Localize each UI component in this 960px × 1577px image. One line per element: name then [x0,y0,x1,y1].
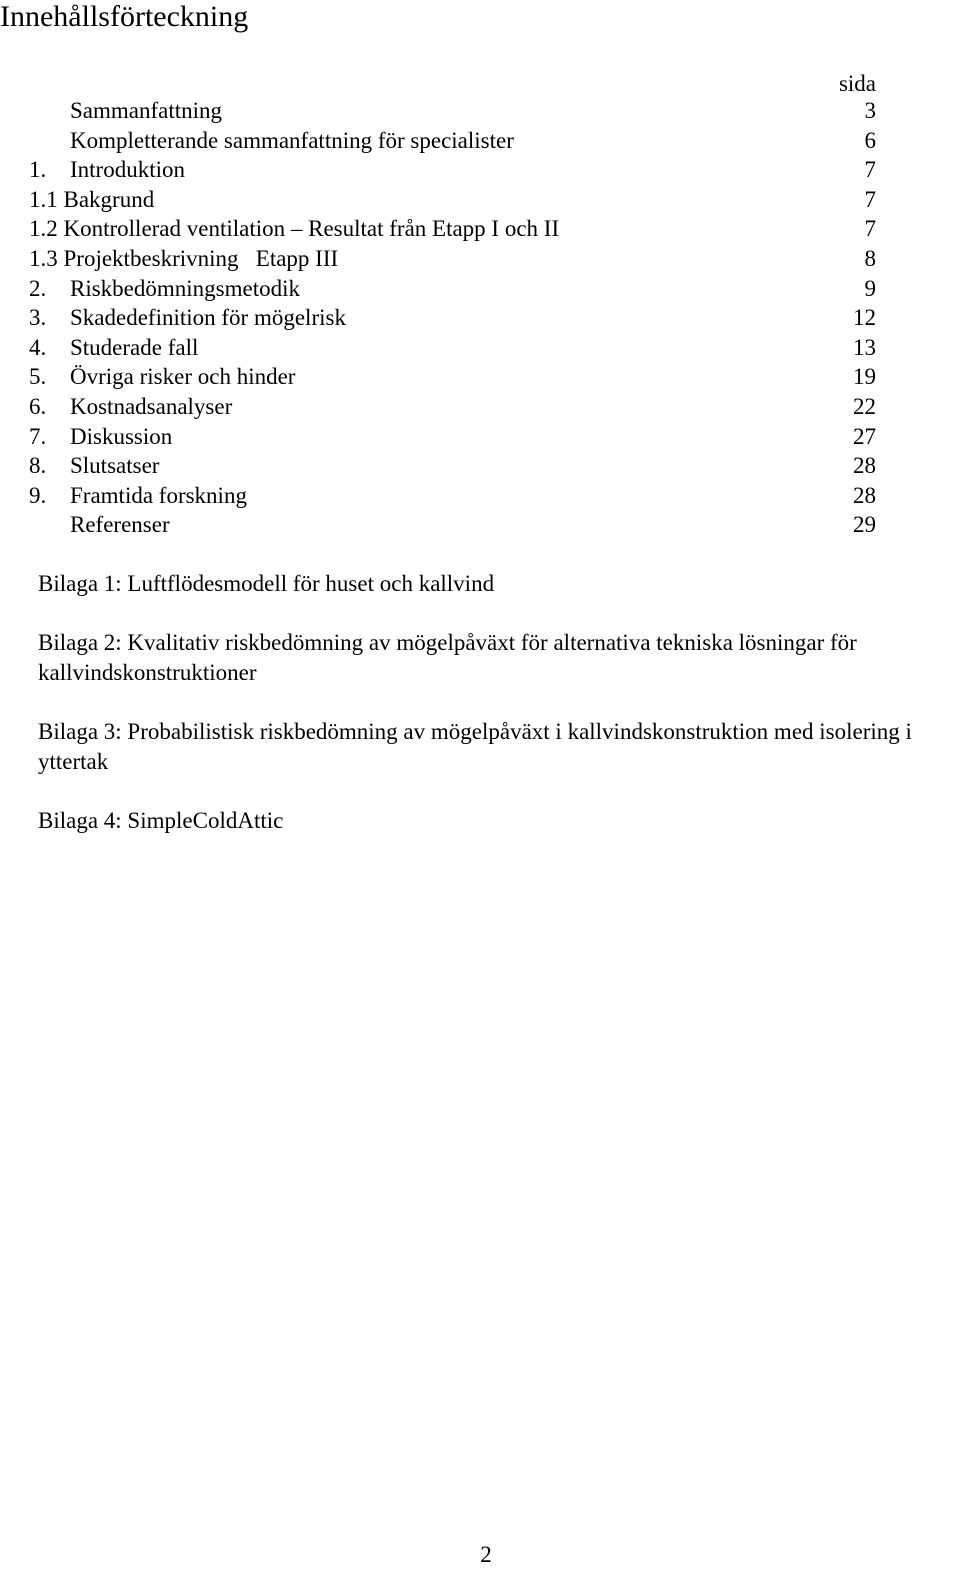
toc-entry-number: 6. [29,393,47,419]
toc-entry-referenser[interactable] [0,510,960,540]
toc-entry-diskussion[interactable] [0,422,960,452]
appendix-4[interactable]: Bilaga 4: SimpleColdAttic [38,808,284,833]
page-number: 2 [480,1542,492,1567]
toc-entry-number: 9. [29,482,47,508]
toc-entry-label: 1.3 Projektbeskrivning Etapp III [29,245,339,271]
toc-entry-page: 6 [864,127,876,153]
toc-entry-page: 12 [853,305,876,331]
appendix-2[interactable]: Bilaga 2: Kvalitativ riskbedömning av mögelpåväxt för alternativa tekniska lösningar för kallvindskonstruktioner [38,630,857,685]
toc-entry-label: Studerade fall [70,334,199,360]
page-title: Innehållsförteckning [0,0,249,33]
toc-entry-slutsatser[interactable] [0,451,960,481]
toc-entry-projektbeskrivning[interactable] [0,244,960,274]
toc-entry-number: 8. [29,453,47,479]
toc-entry-label: Kompletterande sammanfattning för specialister [70,127,514,153]
toc-entry-label: 1.2 Kontrollerad ventilation – Resultat från Etapp I och II [29,216,560,242]
toc-entry-page: 8 [864,245,876,271]
toc-entry-page: 22 [853,393,876,419]
toc-entry-kompletterande[interactable] [0,126,960,156]
toc-entry-riskbedomningsmetodik[interactable] [0,274,960,304]
toc-entry-label: Framtida forskning [70,482,247,508]
toc-entry-skadedefinition[interactable] [0,303,960,333]
toc-entry-page: 7 [864,186,876,212]
toc-entry-page: 13 [853,334,876,360]
toc-entry-label: Sammanfattning [70,98,223,123]
toc-entry-page: 3 [864,98,876,123]
toc-entry-page: 7 [864,157,876,183]
appendix-1[interactable]: Bilaga 1: Luftflödesmodell för huset och kallvind [38,571,495,596]
toc-entry-number: 5. [29,364,47,390]
toc-entry-label: Skadedefinition för mögelrisk [70,305,346,331]
toc-entry-page: 9 [864,275,876,301]
toc-entry-number: 3. [29,305,47,331]
toc-entry-label: Kostnadsanalyser [70,393,233,419]
toc-entry-sammanfattning[interactable] [0,96,960,126]
toc-entry-label: 1.1 Bakgrund [29,186,155,212]
toc-entry-page: 29 [853,512,876,538]
toc-entry-label: Referenser [70,512,170,538]
toc-entry-number: 1. [29,157,47,183]
toc-entry-introduktion[interactable] [0,155,960,185]
toc-entry-kontrollerad-ventilation[interactable] [0,214,960,244]
toc-entry-page: 7 [864,216,876,242]
toc-entry-studerade-fall[interactable] [0,333,960,363]
toc-entry-kostnadsanalyser[interactable] [0,392,960,422]
table-of-contents [0,96,960,540]
toc-entry-number: 7. [29,423,47,449]
appendix-3[interactable]: Bilaga 3: Probabilistisk riskbedömning av mögelpåväxt i kallvindskonstruktion med isolering i yttertak [38,719,912,774]
toc-entry-label: Övriga risker och hinder [70,364,296,390]
toc-entry-label: Diskussion [70,423,173,449]
toc-entry-label: Riskbedömningsmetodik [70,275,300,301]
toc-entry-bakgrund[interactable] [0,185,960,215]
toc-entry-page: 19 [853,364,876,390]
toc-entry-framtida-forskning[interactable] [0,481,960,511]
toc-entry-ovriga-risker[interactable] [0,362,960,392]
toc-entry-label: Slutsatser [70,453,160,479]
toc-entry-page: 28 [853,482,876,508]
toc-entry-page: 28 [853,453,876,479]
toc-entry-number: 4. [29,334,47,360]
toc-entry-label: Introduktion [70,157,185,183]
toc-entry-number: 2. [29,275,47,301]
page-column-header: sida [838,71,876,96]
toc-entry-page: 27 [853,423,876,449]
